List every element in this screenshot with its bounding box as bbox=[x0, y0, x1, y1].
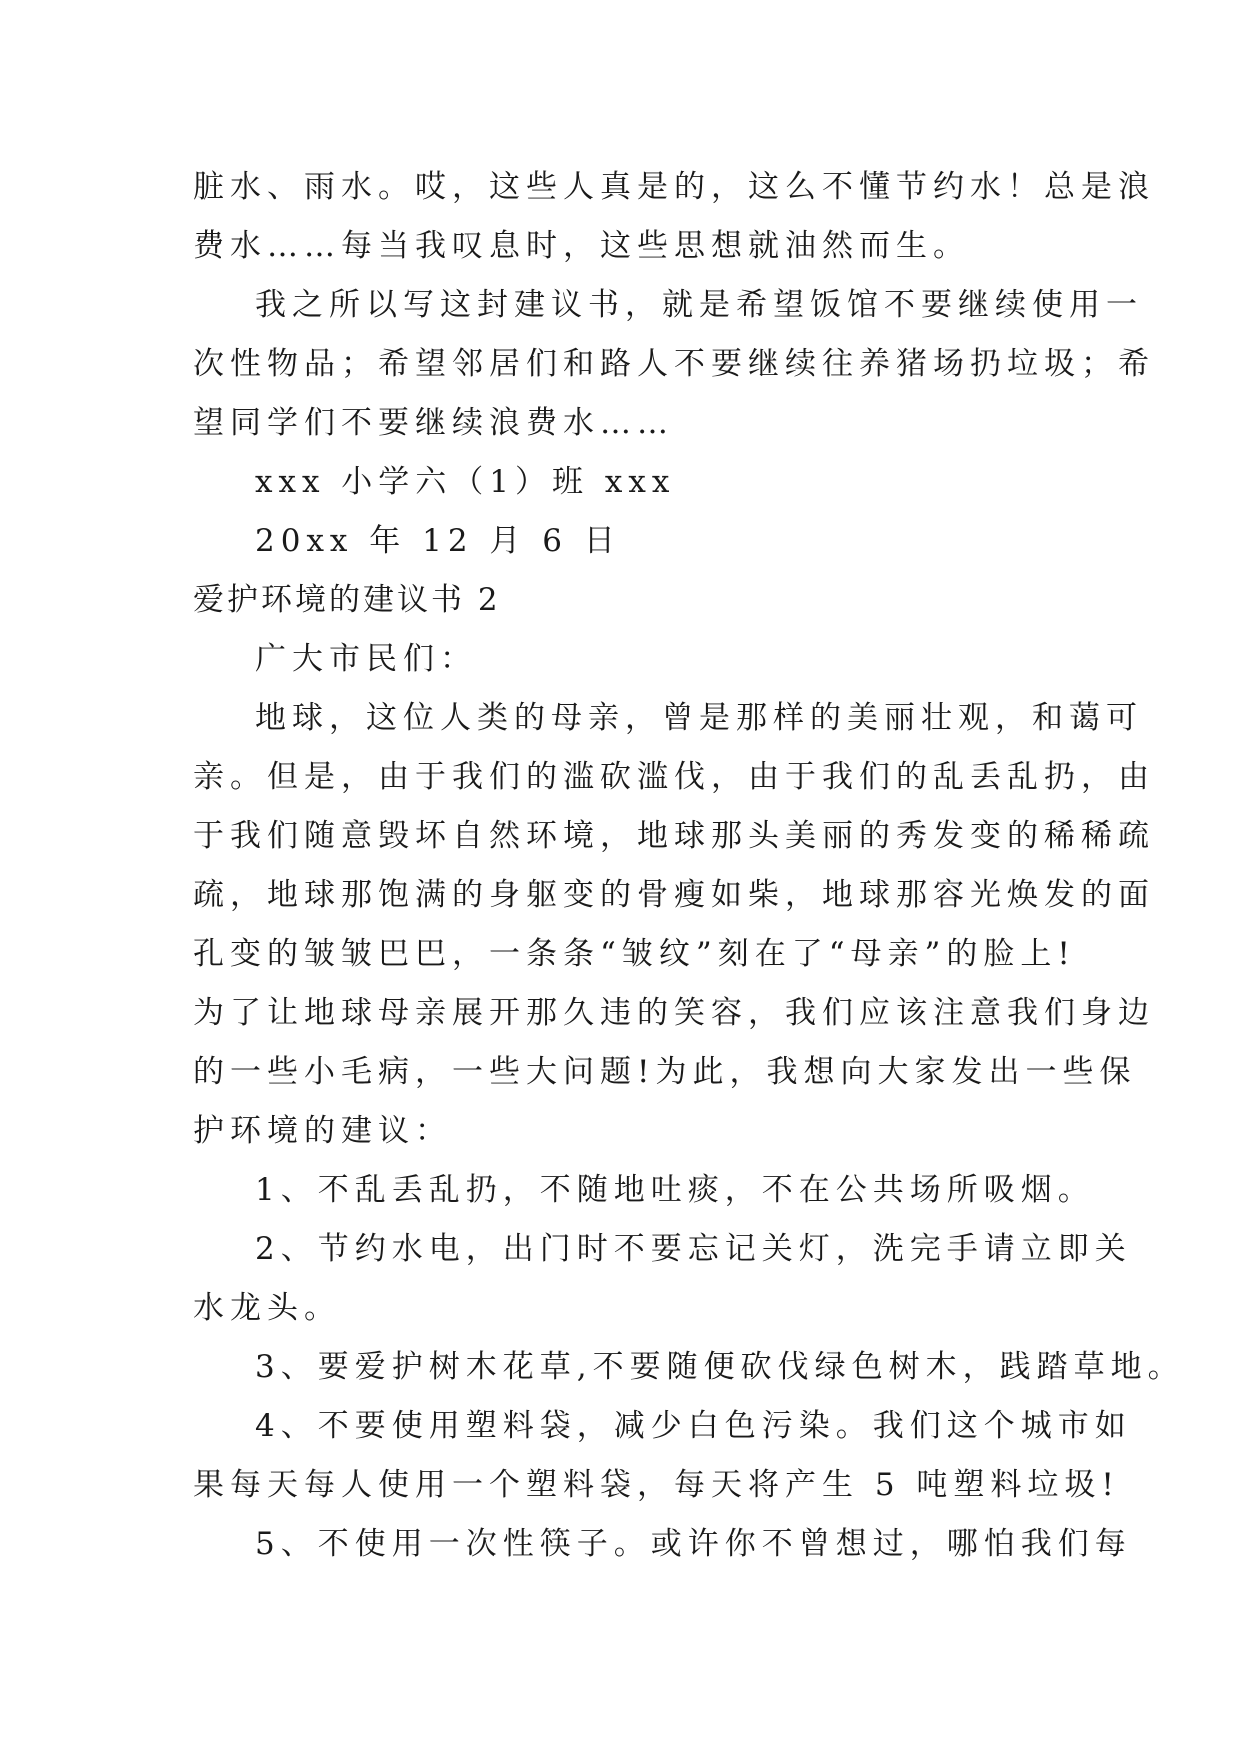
text-line: 5、不使用一次性筷子。或许你不曾想过，哪怕我们每 bbox=[255, 1526, 1132, 1562]
text-line: 3、要爱护树木花草,不要随便砍伐绿色树木，践踏草地。 bbox=[255, 1349, 1185, 1385]
text-line: 于我们随意毁坏自然环境，地球那头美丽的秀发变的稀稀疏 bbox=[193, 818, 1155, 854]
text-line: 果每天每人使用一个塑料袋，每天将产生 5 吨塑料垃圾! bbox=[193, 1467, 1120, 1503]
text-line: 为了让地球母亲展开那久违的笑容，我们应该注意我们身边 bbox=[193, 995, 1155, 1031]
text-line: 水龙头。 bbox=[193, 1290, 341, 1326]
text-line: 费水……每当我叹息时，这些思想就油然而生。 bbox=[193, 228, 970, 264]
text-line: 孔变的皱皱巴巴，一条条“皱纹”刻在了“母亲”的脸上! bbox=[193, 936, 1076, 972]
document-body bbox=[193, 158, 1185, 1574]
text-line: 亲。但是，由于我们的滥砍滥伐，由于我们的乱丢乱扔，由 bbox=[193, 759, 1155, 795]
text-line: 4、不要使用塑料袋，减少白色污染。我们这个城市如 bbox=[255, 1408, 1132, 1444]
text-line: 疏，地球那饱满的身躯变的骨瘦如柴，地球那容光焕发的面 bbox=[193, 877, 1155, 913]
text-line: xxx 小学六（1）班 xxx bbox=[255, 464, 676, 500]
section-title: 爱护环境的建议书 2 bbox=[193, 582, 501, 618]
text-line: 20xx 年 12 月 6 日 bbox=[255, 523, 621, 559]
text-line: 脏水、雨水。哎，这些人真是的，这么不懂节约水！总是浪 bbox=[193, 169, 1155, 205]
text-line: 望同学们不要继续浪费水…… bbox=[193, 405, 674, 441]
text-line: 2、节约水电，出门时不要忘记关灯，洗完手请立即关 bbox=[255, 1231, 1132, 1267]
text-line: 广大市民们： bbox=[255, 641, 477, 677]
text-line: 我之所以写这封建议书，就是希望饭馆不要继续使用一 bbox=[255, 287, 1143, 323]
text-line: 护环境的建议： bbox=[193, 1113, 452, 1149]
text-line: 1、不乱丢乱扔，不随地吐痰，不在公共场所吸烟。 bbox=[255, 1172, 1095, 1208]
text-line: 次性物品；希望邻居们和路人不要继续往养猪场扔垃圾；希 bbox=[193, 346, 1155, 382]
text-line: 地球，这位人类的母亲，曾是那样的美丽壮观，和蔼可 bbox=[255, 700, 1143, 736]
text-line: 的一些小毛病，一些大问题!为此，我想向大家发出一些保 bbox=[193, 1054, 1137, 1090]
